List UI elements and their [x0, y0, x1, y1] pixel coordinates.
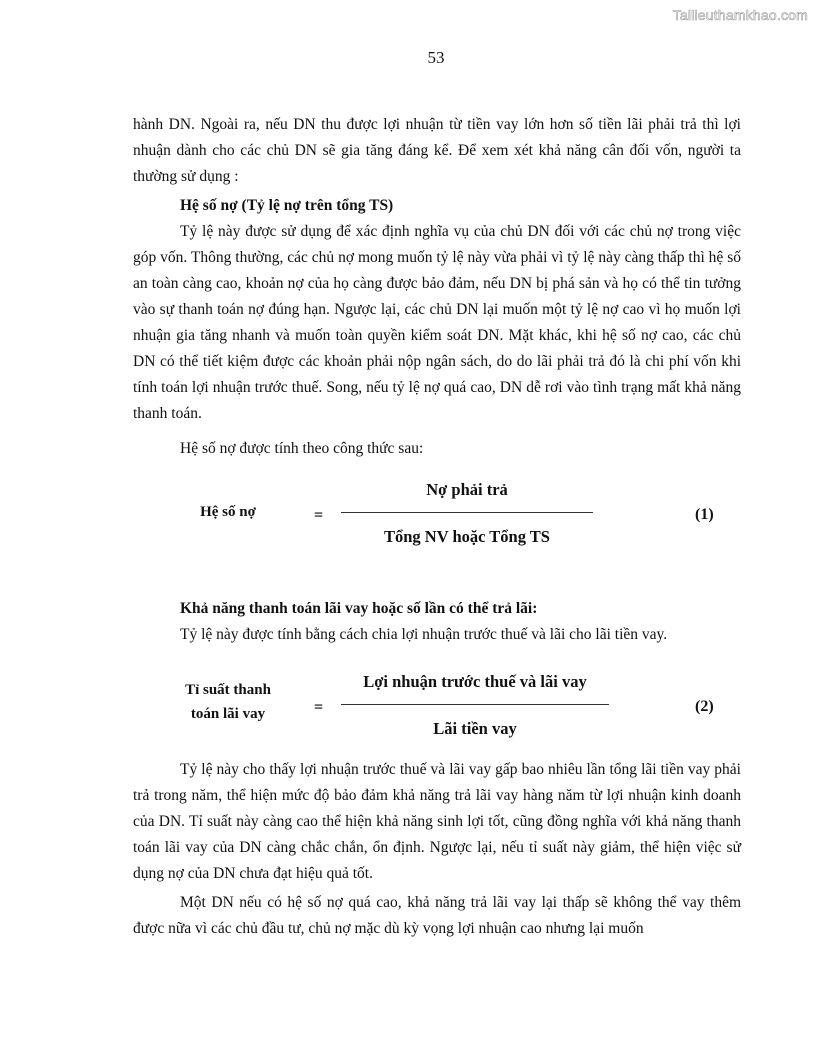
formula-2-number: (2)	[695, 698, 714, 715]
formula-1-number: (1)	[695, 506, 714, 523]
text-block-interest-coverage-analysis	[133, 757, 741, 887]
formula-2-denominator: Lãi tiền vay	[433, 719, 517, 738]
formula-1-numerator: Nợ phải trả	[426, 480, 508, 499]
section-heading-interest-coverage: Khả năng thanh toán lãi vay hoặc số lần có thể trả lãi:	[180, 600, 538, 617]
formula-interest-coverage	[133, 668, 741, 748]
watermark-text: Tailieuthamkhao.com	[672, 7, 808, 23]
paragraph-interest-coverage-definition: Tỷ lệ này được tính bằng cách chia lợi nhuận trước thuế và lãi cho lãi tiền vay.	[180, 626, 668, 643]
paragraph-formula-intro: Hệ số nợ được tính theo công thức sau:	[180, 440, 424, 457]
formula-1-denominator: Tổng NV hoặc Tổng TS	[384, 527, 550, 546]
formula-debt-ratio	[133, 476, 741, 556]
formula-1-lhs: Hệ số nợ	[200, 504, 256, 520]
text-block-conclusion	[133, 890, 741, 942]
page-number: 53	[427, 48, 445, 67]
formula-2-lhs: Tỉ suất thanh toán lãi vay	[185, 682, 271, 722]
formula-1-equals: =	[314, 507, 324, 524]
text-block-formula-intro	[133, 436, 741, 462]
paragraph-interest-coverage-analysis: Tỷ lệ này cho thấy lợi nhuận trước thuế và lãi vay gấp bao nhiêu lần tổng lãi tiền vay phải trả trong năm, thể hiện mức độ bảo đảm khả năng trả lãi vay hàng năm từ lợi nhuận kinh doanh của DN. Tỉ suất này càng cao thể hiện khả năng sinh lợi tốt, cũng đồng nghĩa với khả năng thanh toán lãi vay của DN càng chắc chắn, ổn định. Ngược lại, nếu tỉ suất này giảm, thể hiện việc sử dụng nợ của DN chưa đạt hiệu quả tốt.	[133, 761, 741, 882]
section-heading-debt-ratio: Hệ số nợ (Tỷ lệ nợ trên tổng TS)	[180, 197, 394, 214]
text-block-interest-coverage	[133, 596, 741, 648]
paragraph-intro: hành DN. Ngoài ra, nếu DN thu được lợi nhuận từ tiền vay lớn hơn số tiền lãi phải trả thì lợi nhuận dành cho các chủ DN sẽ gia tăng đáng kể. Để xem xét khả năng cân đối vốn, người ta thường sử dụng :	[133, 116, 741, 185]
formula-2-equals: =	[314, 699, 324, 716]
text-block-intro	[133, 112, 741, 190]
paragraph-debt-ratio-explanation: Tỷ lệ này được sử dụng để xác định nghĩa vụ của chủ DN đối với các chủ nợ trong việc góp vốn. Thông thường, các chủ nợ mong muốn tỷ lệ này vừa phải vì tỷ lệ này càng thấp thì hệ số an toàn càng cao, khoản nợ của họ càng được bảo đảm, nếu DN bị phá sản và họ có thể tin tưởng vào sự thanh toán nợ đúng hạn. Ngược lại, các chủ DN lại muốn một tỷ lệ nợ cao vì họ muốn lợi nhuận gia tăng nhanh và muốn toàn quyền kiểm soát DN. Mặt khác, khi hệ số nợ cao, các chủ DN có thể tiết kiệm được các khoản phải nộp ngân sách, do do lãi phải trả đó là chi phí vốn khi tính toán lợi nhuận trước thuế. Song, nếu tỷ lệ nợ quá cao, DN dễ rơi vào tình trạng mất khả năng thanh toán.	[133, 223, 741, 422]
formula-1-fraction-bar	[341, 512, 593, 513]
formula-2-numerator: Lợi nhuận trước thuế và lãi vay	[363, 672, 587, 691]
paragraph-conclusion: Một DN nếu có hệ số nợ quá cao, khả năng trả lãi vay lại thấp sẽ không thể vay thêm được nữa vì các chủ đầu tư, chủ nợ mặc dù kỳ vọng lợi nhuận cao nhưng lại muốn	[133, 894, 741, 937]
formula-2-fraction-bar	[341, 704, 609, 705]
text-block-debt-ratio	[133, 193, 741, 427]
